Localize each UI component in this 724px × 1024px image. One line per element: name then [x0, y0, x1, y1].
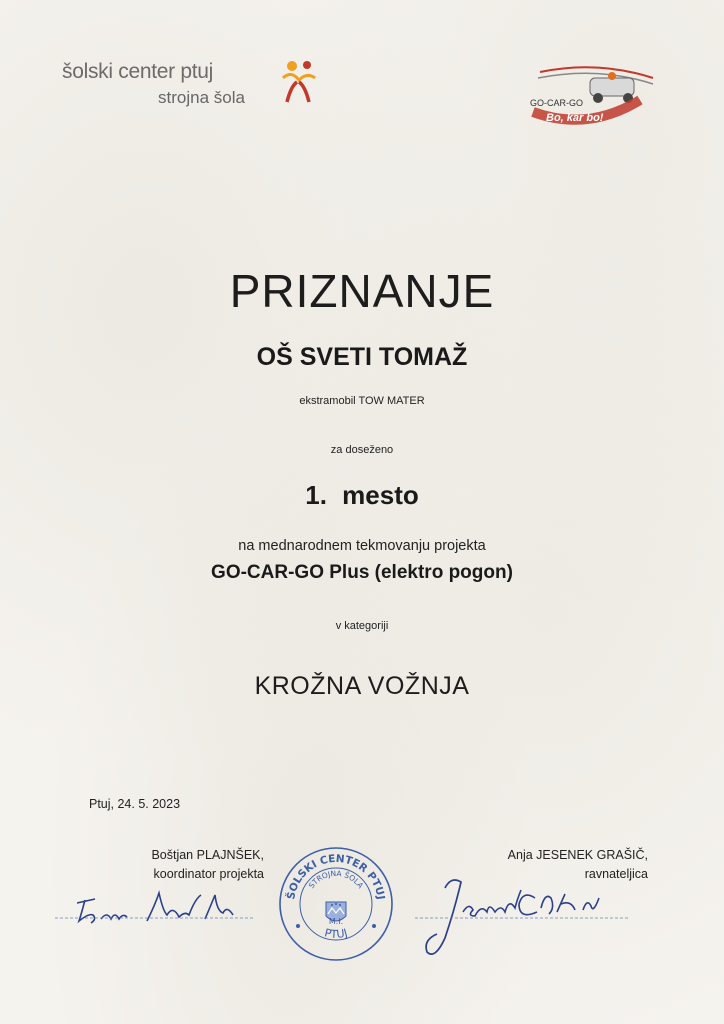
svg-text:PTUJ [323, 926, 349, 941]
achieved-label: za doseženo [330, 444, 394, 456]
svg-text:STROJNA ŠOLA [307, 869, 366, 891]
placement: 1. mesto [305, 480, 419, 510]
left-signatory-name: Boštjan PLAJNŠEK, [151, 848, 264, 862]
left-signatory-role: koordinator projekta [153, 867, 264, 881]
recipient-name: OŠ SVETI TOMAŽ [256, 343, 468, 371]
vehicle-name: ekstramobil TOW MATER [299, 395, 425, 407]
school-logo-text: šolski center ptuj [62, 60, 214, 83]
gocargo-logo-slogan: Bo, kar bo! [546, 112, 604, 124]
category-name: KROŽNA VOŽNJA [254, 672, 470, 700]
left-signature [55, 875, 255, 935]
project-name: GO-CAR-GO Plus (elektro pogon) [211, 562, 513, 583]
stamp-inner-text: STROJNA ŠOLA [306, 868, 366, 891]
school-logo-subtitle: strojna šola [158, 88, 245, 107]
competition-text: na mednarodnem tekmovanju projekta [238, 538, 486, 554]
place-date: Ptuj, 24. 5. 2023 [89, 797, 181, 811]
stamp-bottom-text: PTUJ [323, 926, 349, 942]
certificate-title: PRIZNANJE [229, 265, 495, 317]
school-stamp [276, 842, 396, 964]
gocargo-logo [528, 60, 658, 140]
stamp-outer-text: ŠOLSKI CENTER PTUJ [285, 852, 387, 901]
right-signatory-role: ravnateljica [584, 867, 648, 881]
right-signature [415, 868, 630, 963]
school-logo-mark-icon [277, 58, 319, 104]
gocargo-logo-name: GO-CAR-GO [530, 98, 583, 108]
stamp-mark: M.I. [328, 917, 344, 926]
right-signatory-name: Anja JESENEK GRAŠIČ, [507, 848, 648, 862]
category-label: v kategoriji [335, 620, 389, 632]
school-logo [62, 58, 322, 108]
